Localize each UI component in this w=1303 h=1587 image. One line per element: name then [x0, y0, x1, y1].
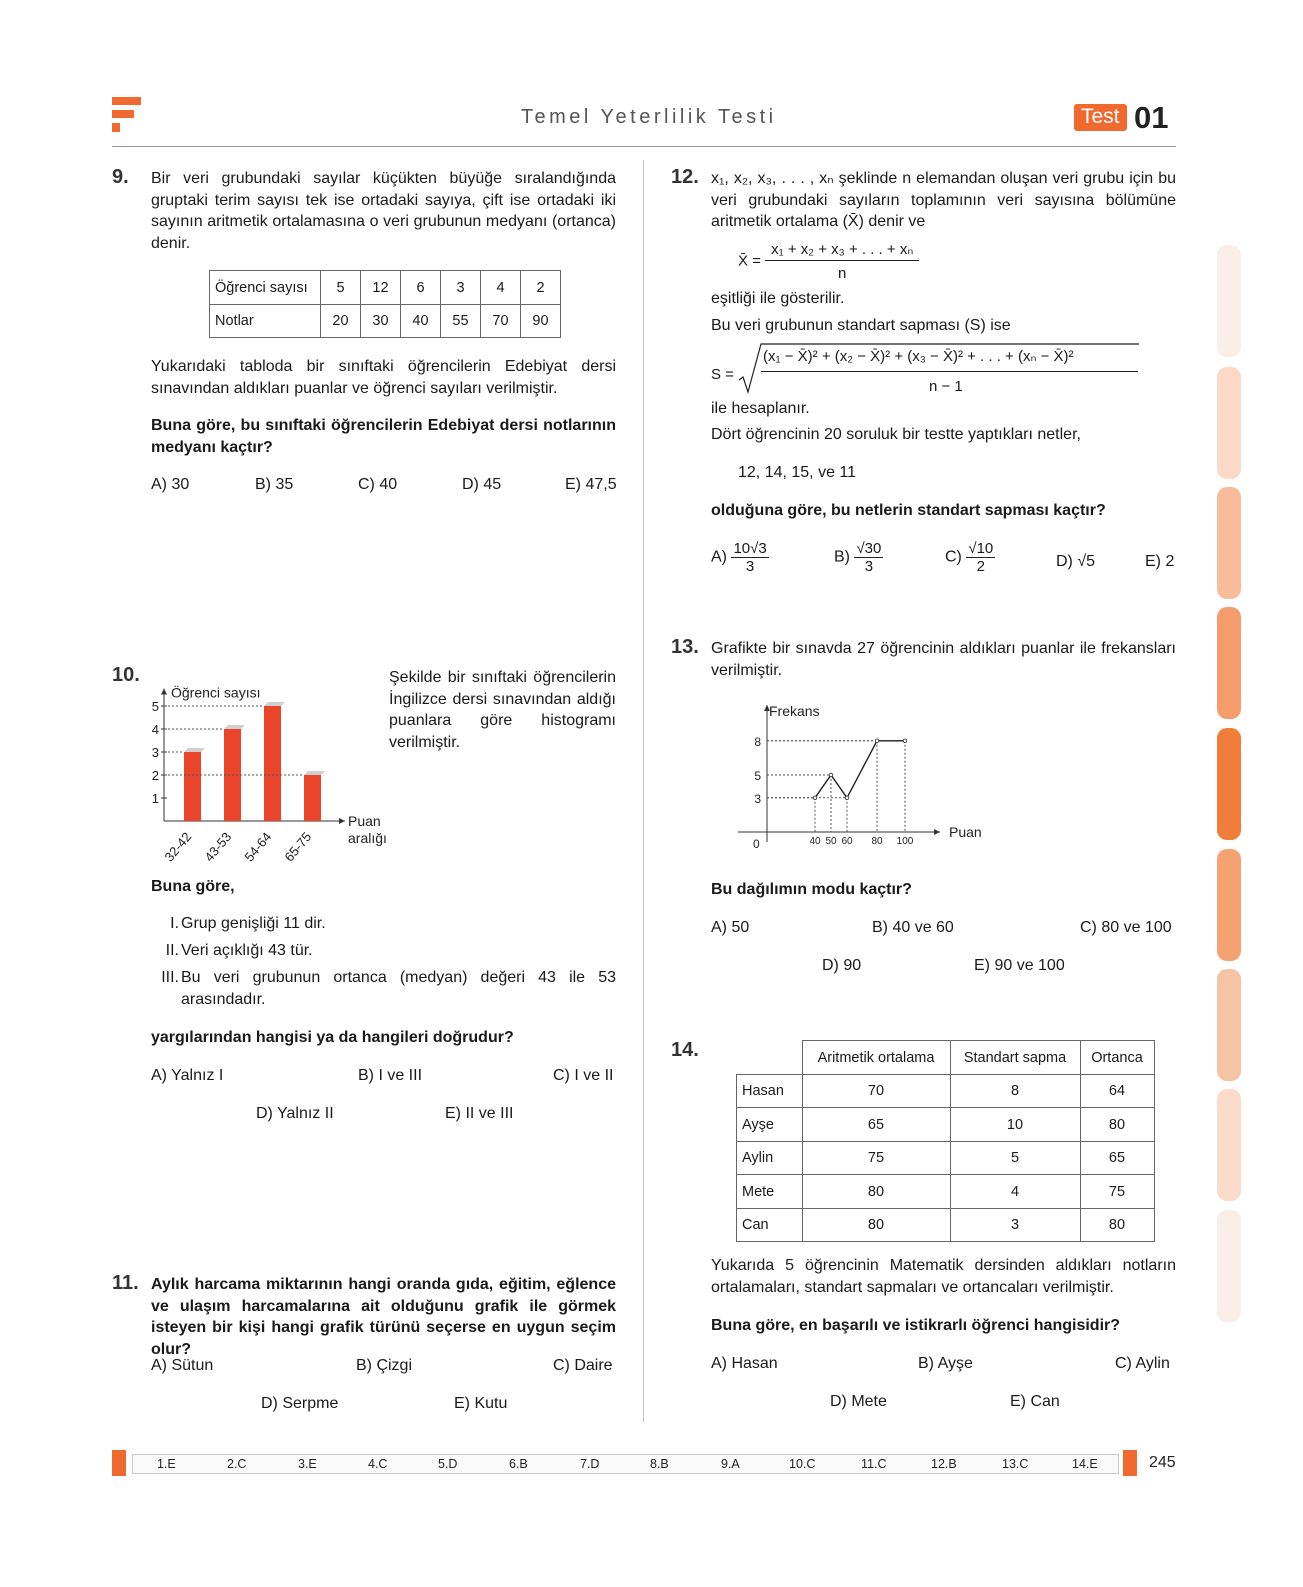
option-e[interactable]: E) 47,5: [565, 476, 617, 493]
table-row: [737, 1075, 1155, 1108]
text-line: Dört öğrencinin 20 soruluk bir testte yaptıkları netler,: [711, 426, 1081, 443]
formula-lhs: S =: [711, 366, 734, 383]
fraction-denominator: 3: [864, 558, 874, 575]
question-number: 12.: [671, 166, 699, 188]
column-header: Aritmetik ortalama: [802, 1041, 950, 1075]
statement-number: III.: [161, 969, 179, 986]
table-cell: 4: [481, 271, 521, 305]
formula-denominator: n − 1: [929, 378, 963, 395]
row-header: Aylin: [737, 1142, 803, 1175]
x-tick-label: 40: [809, 836, 821, 847]
table-cell: 4: [950, 1175, 1080, 1209]
data-point: [829, 773, 833, 777]
question-prompt: Buna göre, bu sınıftaki öğrencilerin Edebiyat dersi notlarının medyanı kaçtır?: [151, 417, 616, 456]
table-corner: [737, 1041, 803, 1075]
table-cell: 20: [321, 305, 361, 338]
column-header: Ortanca: [1080, 1041, 1154, 1075]
row-header: Ayşe: [737, 1108, 803, 1142]
option-c[interactable]: C) I ve II: [553, 1067, 614, 1084]
x-axis-arrow-icon: [339, 818, 345, 824]
option-e[interactable]: E) 2: [1145, 553, 1175, 570]
question-text: Şekilde bir sınıftaki öğrencilerin İngilizce dersi sınavından aldığı puanlara göre histogramı verilmiştir.: [389, 669, 616, 751]
option-a[interactable]: A) Sütun: [151, 1357, 214, 1374]
question-prompt: yargılarından hangisi ya da hangileri doğrudur?: [151, 1029, 514, 1046]
question-number: 9.: [112, 166, 129, 188]
student-stats-table: [736, 1040, 1155, 1242]
table-cell: 64: [1080, 1075, 1154, 1108]
row-header: Can: [737, 1209, 803, 1242]
question-text: Bir veri grubundaki sayılar küçükten büyüğe sıralandığında gruptaki terim sayısı tek ise ortadaki sayıya, çift ise ortadaki iki sayının aritmetik ortalamasına o veri grubunun medyanı (ortanca) denir.: [151, 170, 616, 252]
x-axis-label: Puan: [348, 813, 381, 829]
table-cell: 90: [521, 305, 561, 338]
formula-numerator: x₁ + x₂ + x₃ + . . . + xₙ: [765, 240, 919, 261]
test-badge: Test: [1074, 104, 1127, 131]
row-header: Mete: [737, 1175, 803, 1209]
option-fraction: [731, 540, 768, 575]
answer-key-item: 13.C: [1002, 1457, 1029, 1471]
row-header: Hasan: [737, 1075, 803, 1108]
answer-key-item: 9.A: [721, 1457, 740, 1471]
y-tick-label: 8: [754, 734, 761, 749]
table-cell: 30: [361, 305, 401, 338]
statement-text: Bu veri grubunun ortanca (medyan) değeri 43 ile 53 arasındadır.: [181, 969, 616, 1008]
option-fraction: [854, 540, 883, 575]
side-tab: [1217, 969, 1241, 1081]
option-a[interactable]: A) Yalnız I: [151, 1067, 224, 1084]
question-text: Grafikte bir sınavda 27 öğrencinin aldıkları puanlar ile frekansları verilmiştir.: [711, 640, 1176, 679]
option-d[interactable]: D) 90: [822, 957, 862, 974]
question-number: 10.: [112, 664, 140, 686]
option-d[interactable]: D) 45: [462, 476, 502, 493]
option-a[interactable]: A) 50: [711, 919, 750, 936]
data-point: [875, 739, 879, 743]
y-axis-label: Öğrenci sayısı: [171, 684, 261, 701]
table-cell: 40: [401, 305, 441, 338]
question-description: Yukarıdaki tabloda bir sınıftaki öğrencilerin Edebiyat dersi sınavından aldıkları puanlar ve öğrenci sayıları verilmiştir.: [151, 358, 616, 397]
x-tick-label: 50: [825, 836, 837, 847]
table-cell: 65: [802, 1108, 950, 1142]
data-values: 12, 14, 15, ve 11: [738, 464, 857, 481]
answer-key-item: 6.B: [509, 1457, 528, 1471]
option-d[interactable]: D) √5: [1056, 553, 1096, 570]
histogram-bar: [304, 775, 321, 821]
table-cell: 55: [441, 305, 481, 338]
std-dev-formula: [711, 340, 1151, 398]
formula-fraction: [765, 240, 919, 282]
question-text: x₁, x₂, x₃, . . . , xₙ şeklinde n elemandan oluşan veri grubu için bu veri grubundaki sayıların toplamının veri sayısına bölümüne aritmetik ortalama (X̄) denir ve: [711, 170, 1176, 230]
option-b[interactable]: [834, 540, 883, 575]
fraction-numerator: 10√3: [733, 540, 767, 557]
question-intro: Buna göre,: [151, 878, 235, 895]
x-tick-label: 54-64: [241, 829, 275, 865]
answer-key-item: 4.C: [368, 1457, 388, 1471]
table-row-header: Notlar: [210, 305, 321, 338]
option-e[interactable]: E) II ve III: [445, 1105, 514, 1122]
option-b[interactable]: B) 40 ve 60: [872, 919, 954, 936]
option-e[interactable]: E) Can: [1010, 1393, 1060, 1410]
table-cell: 80: [802, 1209, 950, 1242]
y-axis-label: Frekans: [769, 703, 820, 719]
header-rule: [112, 146, 1176, 147]
table-cell: 70: [481, 305, 521, 338]
x-tick-label: 80: [871, 836, 883, 847]
text-line: Bu veri grubunun standart sapması (S) ise: [711, 317, 1011, 334]
footer-accent-left: [112, 1450, 126, 1476]
side-tab: [1217, 1089, 1241, 1201]
x-axis-label: Puan: [949, 824, 982, 840]
table-cell: 5: [321, 271, 361, 305]
answer-key-item: 7.D: [580, 1457, 600, 1471]
table-cell: 3: [950, 1209, 1080, 1242]
question-description: Yukarıda 5 öğrencinin Matematik dersinden aldıkları notların ortalamaları, standart sapmaları ve ortancaları verilmiştir.: [711, 1257, 1176, 1296]
option-label: B): [834, 548, 850, 566]
x-tick-label: 60: [841, 836, 853, 847]
table-row: [737, 1209, 1155, 1242]
bar-top-shade: [264, 702, 285, 706]
option-a[interactable]: [711, 540, 769, 575]
column-header: Standart sapma: [950, 1041, 1080, 1075]
answer-key-item: 3.E: [298, 1457, 317, 1471]
statement-number: I.: [170, 915, 179, 932]
option-d[interactable]: D) Serpme: [261, 1395, 339, 1412]
table-row: [737, 1108, 1155, 1142]
option-c[interactable]: [945, 540, 995, 575]
fraction-denominator: 2: [976, 558, 985, 575]
side-tab: [1217, 367, 1241, 479]
side-tab-active: [1217, 728, 1241, 840]
table-cell: 80: [1080, 1209, 1154, 1242]
text-line: ile hesaplanır.: [711, 400, 810, 417]
answer-key-item: 12.B: [931, 1457, 957, 1471]
option-c[interactable]: C) 40: [358, 476, 398, 493]
table-cell: 75: [802, 1142, 950, 1175]
formula-lhs: X̄ =: [738, 252, 761, 270]
answer-key-item: 5.D: [438, 1457, 458, 1471]
y-tick-label: 5: [151, 699, 159, 714]
table-cell: 80: [1080, 1108, 1154, 1142]
y-tick-label: 3: [151, 745, 159, 760]
answer-key-item: 8.B: [650, 1457, 669, 1471]
option-c[interactable]: C) 80 ve 100: [1080, 919, 1172, 936]
statement-number: II.: [165, 942, 179, 959]
answer-key-item: 1.E: [157, 1457, 176, 1471]
question-prompt: olduğuna göre, bu netlerin standart sapması kaçtır?: [711, 502, 1106, 519]
table-row-header: Öğrenci sayısı: [210, 271, 321, 305]
statement-text: Veri açıklığı 43 tür.: [181, 942, 313, 959]
question-number: 14.: [671, 1039, 699, 1061]
data-point: [845, 796, 849, 800]
answer-key-item: 11.C: [861, 1457, 887, 1471]
histogram-chart: [140, 660, 400, 870]
table-row: [737, 1142, 1155, 1175]
table-cell: 6: [401, 271, 441, 305]
option-b[interactable]: B) Çizgi: [356, 1357, 413, 1374]
option-label: A): [711, 548, 727, 566]
y-tick-label: 1: [151, 791, 159, 806]
table-row: [737, 1175, 1155, 1209]
answer-key-item: 14.E: [1072, 1457, 1098, 1471]
y-tick-label: 4: [151, 722, 159, 737]
fraction-numerator: √30: [856, 540, 882, 557]
page-number: 245: [1149, 1454, 1176, 1471]
option-c[interactable]: C) Daire: [553, 1357, 613, 1374]
table-cell: 2: [521, 271, 561, 305]
option-d[interactable]: D) Yalnız II: [256, 1105, 334, 1122]
statement-text: Grup genişliği 11 dir.: [181, 915, 326, 932]
option-e[interactable]: E) 90 ve 100: [974, 957, 1065, 974]
fraction-denominator: 3: [745, 558, 755, 575]
table-cell: 5: [950, 1142, 1080, 1175]
option-fraction: [966, 540, 995, 575]
answer-key-bar: [132, 1454, 1119, 1474]
x-axis-label: aralığı: [348, 830, 387, 846]
table-cell: 75: [1080, 1175, 1154, 1209]
side-tab: [1217, 245, 1241, 357]
data-point: [813, 796, 817, 800]
table-cell: 70: [802, 1075, 950, 1108]
option-e[interactable]: E) Kutu: [454, 1395, 508, 1412]
x-tick-label: 32-42: [161, 829, 195, 865]
y-tick-label: 5: [754, 769, 761, 783]
side-tab: [1217, 487, 1241, 599]
table-cell: 12: [361, 271, 401, 305]
option-b[interactable]: B) Ayşe: [918, 1355, 973, 1372]
y-axis-arrow-icon: [161, 689, 167, 695]
origin-label: 0: [753, 837, 760, 851]
table-cell: 3: [441, 271, 481, 305]
x-tick-label: 65-75: [281, 829, 315, 865]
data-table: [209, 270, 561, 338]
frequency-line: [815, 741, 905, 798]
column-divider: [643, 160, 644, 1422]
publisher-logo: [112, 97, 142, 137]
page-header-title: Temel Yeterlilik Testi: [521, 106, 777, 128]
table-cell: 8: [950, 1075, 1080, 1108]
footer-accent-right: [1123, 1450, 1137, 1476]
option-b[interactable]: B) I ve III: [358, 1067, 423, 1084]
question-prompt: Aylık harcama miktarının hangi oranda gıda, eğitim, eğlence ve ulaşım harcamalarına ait olduğunu grafik ile görmek isteyen bir kişi hangi grafik türünü seçerse en uygun seçim olur?: [151, 1276, 616, 1358]
side-tab: [1217, 849, 1241, 961]
table-cell: 65: [1080, 1142, 1154, 1175]
bar-top-shade: [184, 748, 205, 752]
option-c[interactable]: C) Aylin: [1115, 1355, 1170, 1372]
statement-1: [151, 913, 616, 935]
y-tick-label: 3: [754, 791, 761, 806]
side-tab: [1217, 607, 1241, 719]
answer-key-item: 10.C: [789, 1457, 816, 1471]
bar-top-shade: [304, 771, 325, 775]
option-b[interactable]: B) 35: [255, 476, 294, 493]
formula-numerator: (x₁ − X̄)² + (x₂ − X̄)² + (x₃ − X̄)² + . . . + (xₙ − X̄)²: [763, 348, 1074, 365]
question-prompt: Bu dağılımın modu kaçtır?: [711, 881, 912, 898]
table-cell: 10: [950, 1108, 1080, 1142]
question-number: 11.: [112, 1272, 139, 1294]
histogram-bar: [264, 706, 281, 821]
formula-divider: [761, 371, 1138, 372]
mean-formula: [738, 240, 919, 282]
option-a[interactable]: A) 30: [151, 476, 190, 493]
answer-key-item: 2.C: [227, 1457, 247, 1471]
formula-denominator: n: [838, 265, 847, 282]
x-tick-label: 43-53: [201, 829, 235, 865]
x-tick-label: 100: [896, 836, 914, 847]
text-line: eşitliği ile gösterilir.: [711, 290, 845, 307]
option-d[interactable]: D) Mete: [830, 1393, 887, 1410]
fraction-numerator: √10: [968, 540, 994, 557]
option-label: C): [945, 548, 962, 566]
question-prompt: Buna göre, en başarılı ve istikrarlı öğrenci hangisidir?: [711, 1317, 1121, 1334]
side-tab: [1217, 1210, 1241, 1322]
bar-top-shade: [224, 725, 245, 729]
histogram-bar: [184, 752, 201, 821]
table-cell: 80: [802, 1175, 950, 1209]
test-number: 01: [1134, 100, 1169, 135]
question-number: 13.: [671, 636, 699, 658]
frequency-line-chart: [730, 695, 1010, 860]
x-axis-arrow-icon: [934, 829, 940, 835]
option-a[interactable]: A) Hasan: [711, 1355, 778, 1372]
statement-2: [151, 940, 616, 962]
y-tick-label: 2: [151, 768, 159, 783]
statement-3: [151, 967, 616, 1010]
data-point: [903, 739, 907, 743]
